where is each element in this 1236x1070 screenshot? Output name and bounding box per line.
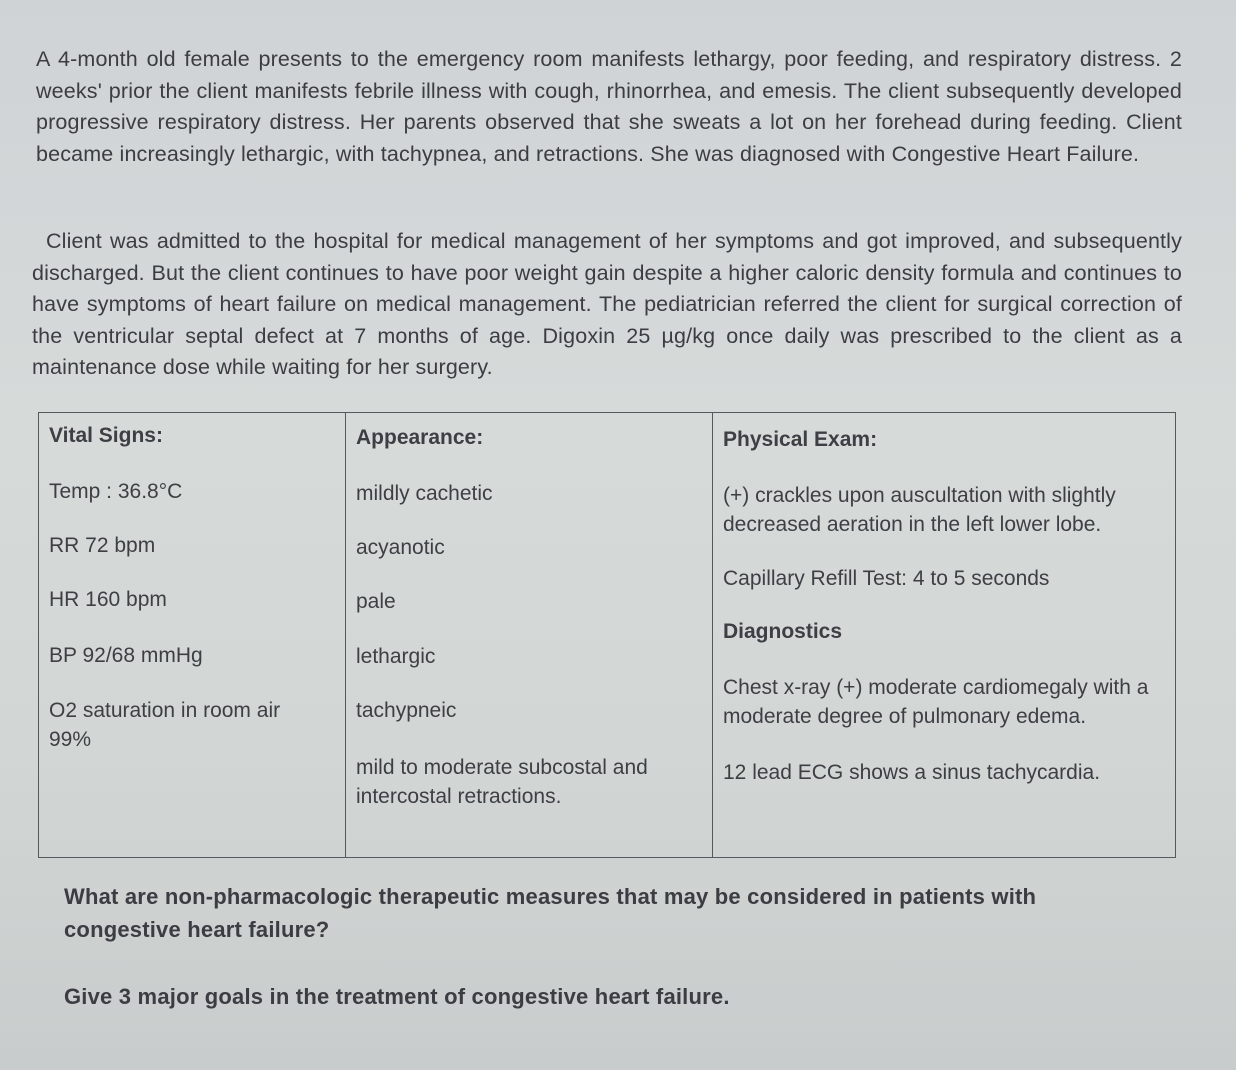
vital-temp: Temp : 36.8°C <box>49 480 183 503</box>
vital-rr: RR 72 bpm <box>49 534 156 557</box>
exam-finding-capillary-refill: Capillary Refill Test: 4 to 5 seconds <box>723 567 1050 590</box>
vital-bp: BP 92/68 mmHg <box>49 644 203 667</box>
vital-hr: HR 160 bpm <box>49 588 167 611</box>
diagnostics-header: Diagnostics <box>723 620 843 643</box>
appearance-column <box>346 413 713 858</box>
vital-o2: O2 saturation in room air 99% <box>49 699 281 751</box>
exam-finding-crackles: (+) crackles upon auscultation with slightly decreased aeration in the left lower lobe. <box>723 484 1116 536</box>
physical-exam-column <box>713 413 1176 858</box>
physical-exam-header: Physical Exam: <box>723 428 878 451</box>
question-1: What are non-pharmacologic therapeutic measures that may be considered in patients with congestive heart failure? <box>64 884 1037 942</box>
vital-signs-column <box>39 413 346 858</box>
appearance-header: Appearance: <box>356 426 484 449</box>
appearance-item: lethargic <box>356 645 436 668</box>
case-paragraph-2: Client was admitted to the hospital for medical management of her symptoms and got improved, and subsequently discharged. But the client continues to have poor weight gain despite a higher caloric density formula and continues to have symptoms of heart failure on medical management. The pediatrician referred the client for surgical correction of the ventricular septal defect at 7 months of age. Digoxin 25 µg/kg once daily was prescribed to the client as a maintenance dose while waiting for her surgery. <box>32 229 1182 379</box>
case-paragraph-1: A 4-month old female presents to the emergency room manifests lethargy, poor feeding, and respiratory distress. 2 weeks' prior the client manifests febrile illness with cough, rhinorrhea, and emesis. The client subsequently developed progressive respiratory distress. Her parents observed that she sweats a lot on her forehead during feeding. Client became increasingly lethargic, with tachypnea, and retractions. She was diagnosed with Congestive Heart Failure. <box>36 47 1182 166</box>
appearance-item: acyanotic <box>356 536 445 559</box>
question-2: Give 3 major goals in the treatment of congestive heart failure. <box>64 984 730 1009</box>
diagnostic-ecg: 12 lead ECG shows a sinus tachycardia. <box>723 761 1101 784</box>
diagnostic-chest-xray: Chest x-ray (+) moderate cardiomegaly with a moderate degree of pulmonary edema. <box>723 676 1149 728</box>
appearance-item: tachypneic <box>356 699 457 722</box>
appearance-item: mildly cachetic <box>356 482 493 505</box>
vital-signs-header: Vital Signs: <box>49 424 163 447</box>
appearance-item: pale <box>356 590 396 613</box>
appearance-item: mild to moderate subcostal and intercostal retractions. <box>356 756 648 808</box>
assessment-table <box>38 412 1176 858</box>
